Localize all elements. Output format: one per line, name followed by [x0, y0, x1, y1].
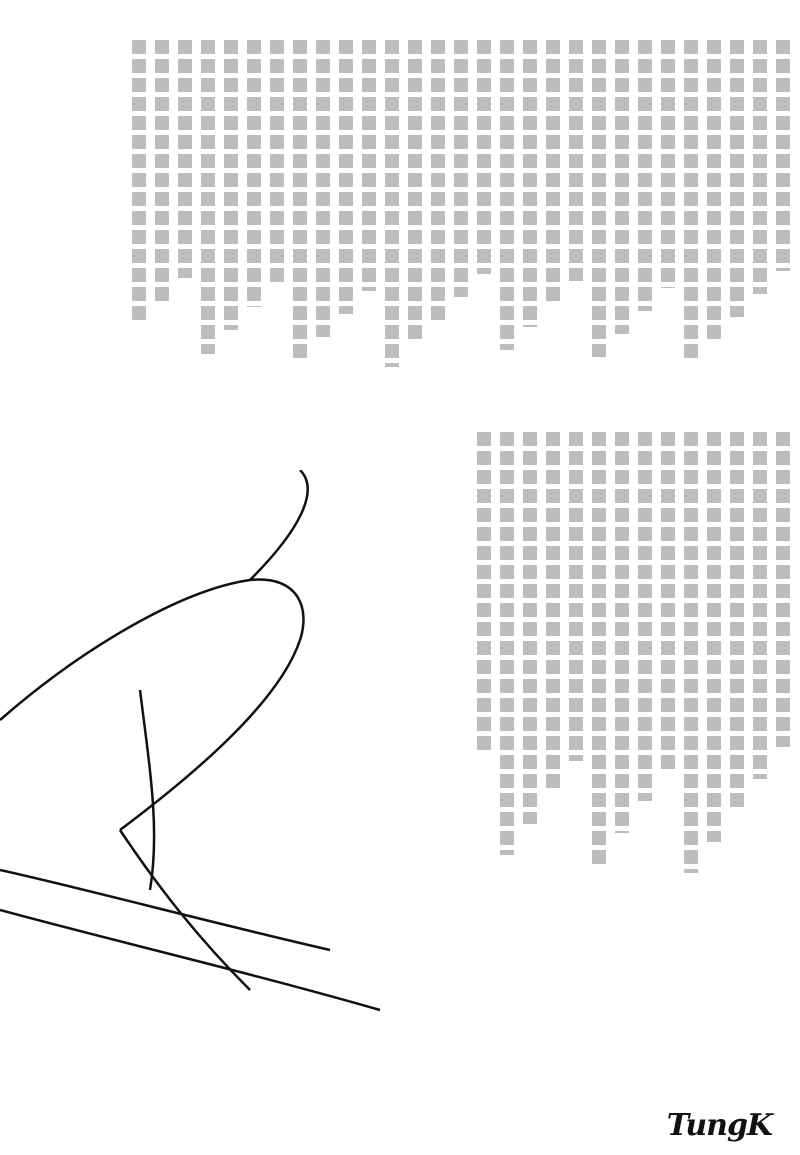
text-column	[477, 40, 491, 274]
text-column	[201, 40, 215, 354]
text-block-middle	[440, 432, 790, 882]
text-column	[615, 40, 629, 334]
text-column	[270, 40, 284, 284]
text-column	[454, 40, 468, 297]
text-column	[523, 40, 537, 327]
text-column	[178, 40, 192, 278]
publisher-logo: TungK	[666, 1108, 772, 1143]
text-column	[592, 40, 606, 357]
text-column	[523, 432, 537, 824]
text-column	[776, 432, 790, 747]
line-art-illustration	[0, 470, 440, 1030]
text-column	[477, 432, 491, 752]
text-column	[753, 432, 767, 779]
text-column	[316, 40, 330, 337]
text-column	[615, 432, 629, 833]
text-column	[546, 432, 560, 792]
text-column	[707, 40, 721, 340]
text-column	[500, 432, 514, 855]
text-column	[684, 432, 698, 873]
text-column	[385, 40, 399, 367]
text-column	[730, 40, 744, 317]
text-column	[753, 40, 767, 294]
text-column	[707, 432, 721, 842]
text-column	[661, 40, 675, 288]
text-column	[224, 40, 238, 330]
text-column	[730, 432, 744, 810]
text-column	[431, 40, 445, 321]
text-column	[293, 40, 307, 360]
text-column	[408, 40, 422, 344]
text-block-top	[62, 40, 790, 370]
text-column	[638, 40, 652, 311]
text-column	[500, 40, 514, 350]
text-column	[569, 432, 583, 761]
text-column	[132, 40, 146, 324]
text-column	[247, 40, 261, 307]
text-column	[776, 40, 790, 271]
text-column	[661, 432, 675, 770]
text-column	[155, 40, 169, 301]
text-column	[362, 40, 376, 291]
text-column	[339, 40, 353, 314]
text-column	[638, 432, 652, 801]
text-column	[592, 432, 606, 864]
text-column	[684, 40, 698, 363]
text-column	[546, 40, 560, 304]
text-column	[569, 40, 583, 281]
